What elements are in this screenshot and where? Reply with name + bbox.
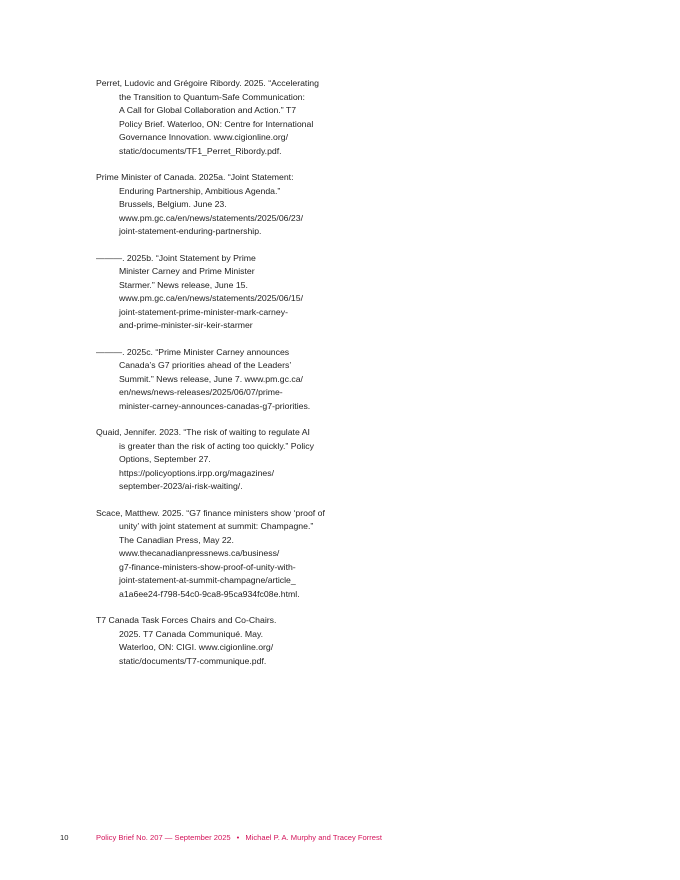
reference-line: Enduring Partnership, Ambitious Agenda.” xyxy=(119,185,281,196)
reference-line: A Call for Global Collaboration and Action.” T7 xyxy=(119,105,297,115)
reference-line: Perret, Ludovic and Grégoire Ribordy. 2025. “Accelerating xyxy=(96,78,319,88)
reference-line: en/news/news-releases/2025/06/07/prime- xyxy=(119,387,283,397)
reference-entry xyxy=(96,171,346,239)
reference-line: Minister Carney and Prime Minister xyxy=(119,266,255,276)
reference-line: joint-statement-enduring-partnership. xyxy=(119,226,262,236)
reference-line: Waterloo, ON: CIGI. www.cigionline.org/ xyxy=(119,642,274,652)
reference-entry xyxy=(96,507,346,602)
reference-line: Summit.” News release, June 7. www.pm.gc.ca/ xyxy=(119,373,303,384)
reference-line: Starmer.” News release, June 15. xyxy=(119,279,248,290)
reference-entry xyxy=(96,426,346,494)
reference-line: joint-statement-at-summit-champagne/article_ xyxy=(119,575,296,585)
reference-line: www.pm.gc.ca/en/news/statements/2025/06/23/ xyxy=(119,212,303,223)
reference-line: Brussels, Belgium. June 23. xyxy=(119,199,227,209)
reference-line: and-prime-minister-sir-keir-starmer xyxy=(119,320,253,330)
page-number: 10 xyxy=(60,833,69,842)
reference-line: Quaid, Jennifer. 2023. “The risk of waiting to regulate AI xyxy=(96,427,310,437)
reference-line: g7-finance-ministers-show-proof-of-unity-with- xyxy=(119,561,296,572)
reference-line: www.pm.gc.ca/en/news/statements/2025/06/15/ xyxy=(119,293,303,303)
reference-line: joint-statement-prime-minister-mark-carney- xyxy=(119,306,288,317)
reference-line: static/documents/T7-communique.pdf. xyxy=(119,655,267,666)
reference-entry xyxy=(96,252,346,333)
reference-entry xyxy=(96,346,346,414)
reference-line: the Transition to Quantum-Safe Communication: xyxy=(119,91,305,102)
reference-entry xyxy=(96,77,346,158)
reference-line: static/documents/TF1_Perret_Ribordy.pdf. xyxy=(119,145,282,156)
reference-line: unity’ with joint statement at summit: Champagne.” xyxy=(119,521,314,531)
reference-list xyxy=(96,77,346,681)
reference-line: 2025. T7 Canada Communiqué. May. xyxy=(119,628,264,639)
footer-separator: • xyxy=(236,833,240,842)
reference-line: Canada’s G7 priorities ahead of the Leaders’ xyxy=(119,360,292,370)
footer-authors: Michael P. A. Murphy and Tracey Forrest xyxy=(245,833,382,842)
reference-line: Scace, Matthew. 2025. “G7 finance ministers show ‘proof of xyxy=(96,507,325,518)
reference-line: The Canadian Press, May 22. xyxy=(119,534,234,545)
reference-line: minister-carney-announces-canadas-g7-priorities. xyxy=(119,400,311,411)
reference-line: Policy Brief. Waterloo, ON: Centre for International xyxy=(119,118,314,129)
reference-line: Options, September 27. xyxy=(119,454,211,464)
reference-line: www.thecanadianpressnews.ca/business/ xyxy=(119,548,280,558)
reference-line: T7 Canada Task Forces Chairs and Co-Chairs. xyxy=(96,615,277,625)
reference-line: Prime Minister of Canada. 2025a. “Joint Statement: xyxy=(96,172,294,182)
reference-line: is greater than the risk of acting too quickly.” Policy xyxy=(119,440,314,451)
page-footer xyxy=(0,832,680,846)
footer-citation xyxy=(96,832,382,844)
reference-line: https://policyoptions.irpp.org/magazines/ xyxy=(119,467,275,478)
reference-line: ———. 2025c. “Prime Minister Carney announces xyxy=(96,346,290,357)
reference-line: a1a6ee24-f798-54c0-9ca8-95ca934fc08e.html. xyxy=(119,588,300,599)
reference-line: ———. 2025b. “Joint Statement by Prime xyxy=(96,252,256,263)
reference-line: september-2023/ai-risk-waiting/. xyxy=(119,481,243,491)
publication-info: Policy Brief No. 207 — September 2025 xyxy=(96,833,231,842)
reference-entry xyxy=(96,614,346,668)
reference-line: Governance Innovation. www.cigionline.org/ xyxy=(119,132,289,142)
